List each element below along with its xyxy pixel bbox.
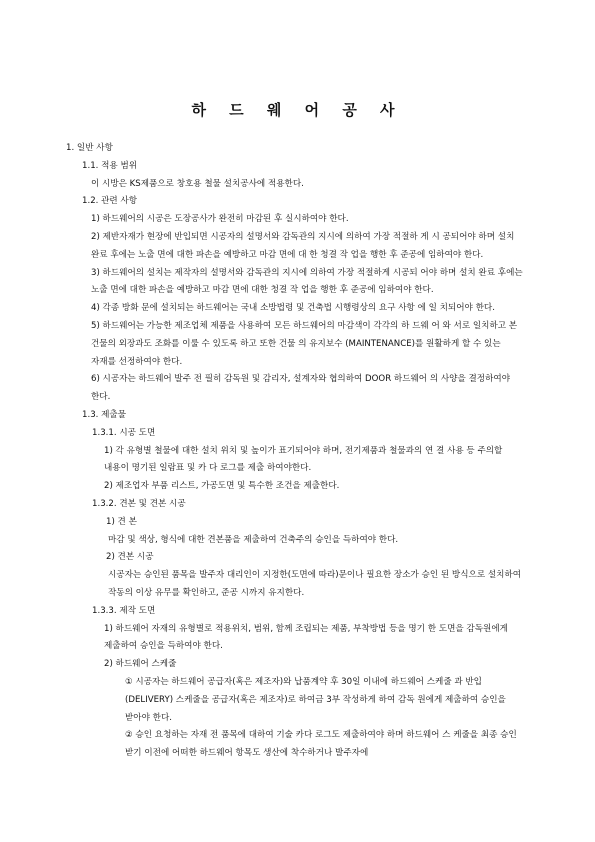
list-item: 1) 하드웨어 자재의 유형별로 적용위치, 범위, 함께 조립되는 제품, 부착방법 등을 명기 한 도면을 감독원에게 제출하여 승인을 득하여야 한다. [104, 623, 508, 652]
document-body [0, 140, 595, 763]
list-item-label: 2) 견본 시공 [106, 552, 154, 563]
sub-subsection-heading: 1.3.1. 시공 도면 [92, 427, 156, 438]
paragraph: 이 시방은 KS제품으로 창호용 철물 설치공사에 적용한다. [91, 178, 304, 189]
list-item-label: 1) 견 본 [106, 516, 137, 527]
list-item: 5) 하드웨어는 가능한 제조업체 제품을 사용하여 모든 하드웨어의 마감색이 각각의 하 드웨 어 와 서로 일치하고 본 건물의 외장과도 조화를 이룰 수 있도록 하고 또한 건물 의 유지보수 (MAINTENANCE)를 원활하게 할 수 있는 자재를 선정하여야 한다. [91, 320, 518, 367]
list-item: 1) 하드웨어의 시공은 도장공사가 완전히 마감된 후 실시하여야 한다. [91, 214, 349, 225]
list-item: 6) 시공자는 하드웨어 발주 전 필히 감독원 및 감리자, 설계자와 협의하여 DOOR 하드웨어 의 사양을 결정하여야 한다. [91, 374, 511, 403]
subsection-heading: 1.2. 관련 사항 [82, 196, 138, 207]
subsection-heading: 1.3. 제출물 [82, 409, 127, 420]
list-item: ② 승인 요청하는 자재 전 품목에 대하여 기술 카다 로그도 제출하여야 하며 하드웨어 스 케줄을 최종 승인 받기 이전에 어떠한 하드웨어 항목도 생산에 착수하거나 발주자에 [125, 730, 517, 759]
list-item: 4) 각종 방화 문에 설치되는 하드웨어는 국내 소방법령 및 건축법 시행령상의 요구 사항 에 일 치되어야 한다. [91, 303, 495, 314]
paragraph: 마감 및 색상, 형식에 대한 견본품을 제출하여 건축주의 승인을 득하여야 한다. [108, 534, 399, 545]
section-heading: 1. 일반 사항 [66, 143, 113, 153]
paragraph: 시공자는 승인된 품목을 발주자 대리인이 지정한(도면에 따라)문이나 필요한 장소가 승인 된 방식으로 설치하여 작동의 이상 유무를 확인하고, 준공 시까지 유지한다. [108, 570, 522, 598]
document-title: 하 드 웨 어 공 사 [191, 101, 404, 119]
subsection-heading: 1.1. 적용 범위 [82, 160, 138, 171]
list-item: 3) 하드웨어의 설치는 제작자의 설명서와 감독관의 지시에 의하여 가장 적절하게 시공되 어야 하며 설치 완료 후에는 노출 면에 대한 파손을 예방하고 마감 면에 대한 청결 작 업을 행한 후 준공에 임하여야 한다. [91, 267, 523, 296]
list-item: 2) 하드웨어 스케줄 [104, 659, 177, 670]
list-item: 2) 제반자재가 현장에 반입되면 시공자의 설명서와 감독관의 지시에 의하여 가장 적절하 게 시 공되어야 하며 설치 완료 후에는 노출 면에 대한 파손을 예방하고 마감 면에 대 한 청결 작 업을 행한 후 준공에 임하여야 한다. [91, 231, 515, 260]
list-item: ① 시공자는 하드웨어 공급자(혹은 제조자)와 납품계약 후 30일 이내에 하드웨어 스케줄 과 반입(DELIVERY) 스케줄을 공급자(혹은 제조자)로 하여금 3부 작성하게 하여 감독 원에게 제출하여 승인을 받아야 한다. [125, 676, 506, 723]
list-item: 2) 제조업자 부품 리스트, 가공도면 및 특수한 조건을 제출한다. [104, 481, 340, 492]
sub-subsection-heading: 1.3.2. 견본 및 견본 시공 [92, 498, 186, 509]
list-item: 1) 각 유형별 철물에 대한 설치 위치 및 높이가 표기되어야 하며, 전기제품과 철물과의 연 결 사용 등 주의할 내용이 명기된 일람표 및 카 다 로그를 제출 하여야한다. [104, 445, 503, 474]
sub-subsection-heading: 1.3.3. 제작 도면 [92, 605, 156, 616]
